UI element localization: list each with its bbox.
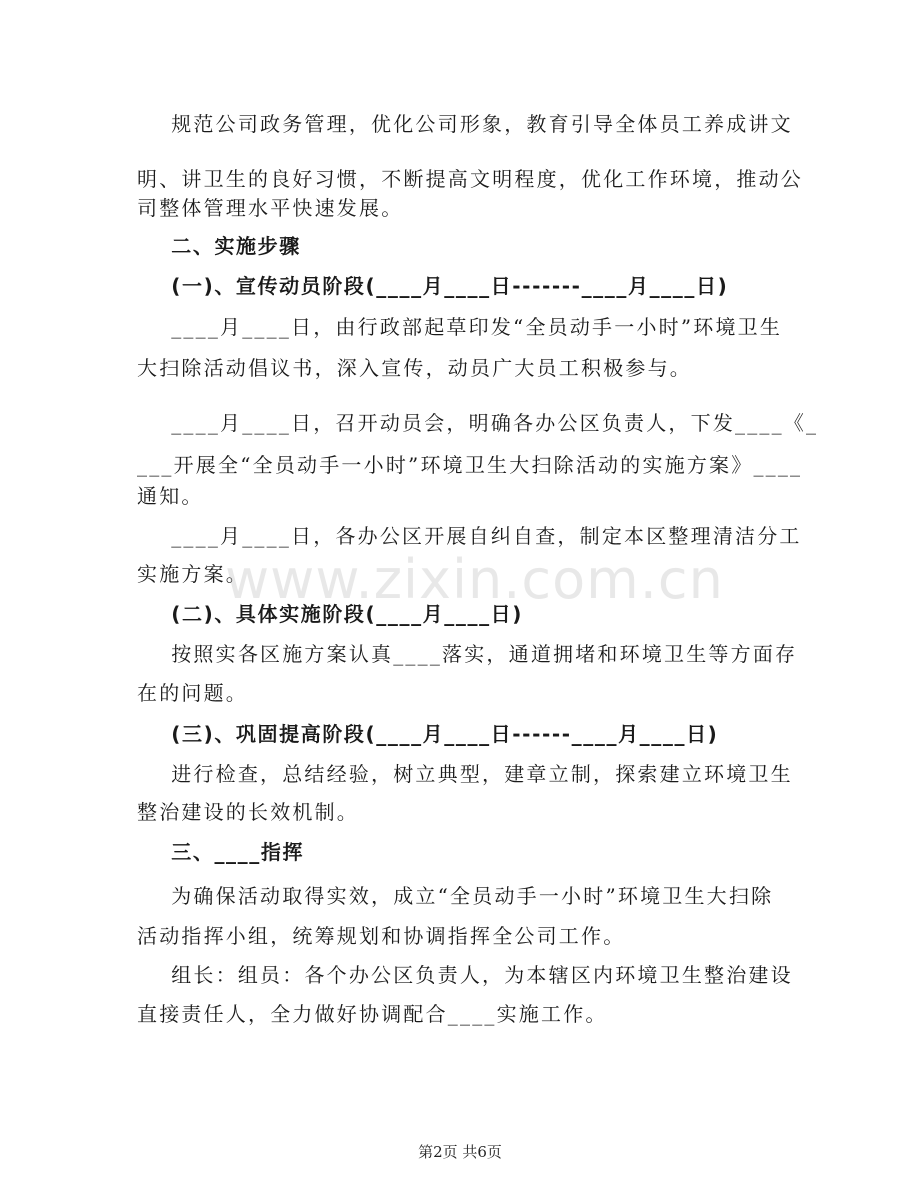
paragraph-line: 规范公司政务管理，优化公司形象，教育引导全体员工养成讲文 — [137, 112, 793, 136]
paragraph-line: ___开展全“全员动手一小时”环境卫生大扫除活动的实施方案》____ — [137, 453, 803, 477]
page-footer: 第2页 共6页 — [418, 1143, 502, 1161]
paragraph-line: 在的问题。 — [137, 681, 248, 705]
section-heading: 二、实施步骤 — [137, 234, 301, 258]
paragraph-line: 活动指挥小组，统筹规划和协调指挥全公司工作。 — [137, 924, 626, 948]
paragraph-line: 通知。 — [137, 484, 204, 508]
paragraph-line: 大扫除活动倡议书，深入宣传，动员广大员工积极参与。 — [137, 356, 692, 380]
section-heading: 三、____指挥 — [137, 840, 305, 864]
section-heading: (一)、宣传动员阶段(____月____日-------____月____日) — [137, 274, 729, 298]
paragraph-line: 为确保活动取得实效，成立“全员动手一小时”环境卫生大扫除 — [137, 884, 774, 908]
watermark: www.zixin.com.cn — [225, 548, 724, 611]
paragraph-line: 组长：组员：各个办公区负责人，为本辖区内环境卫生整治建设 — [137, 963, 793, 987]
section-heading: (三)、巩固提高阶段(____月____日------____月____日) — [137, 722, 719, 746]
paragraph-line: 司整体管理水平快速发展。 — [137, 196, 404, 220]
paragraph-line: 整治建设的长效机制。 — [137, 800, 359, 824]
paragraph-line: ____月____日，由行政部起草印发“全员动手一小时”环境卫生 — [137, 315, 783, 339]
paragraph-line: 实施方案。 — [137, 562, 248, 586]
paragraph-line: 直接责任人，全力做好协调配合____实施工作。 — [137, 1002, 608, 1026]
paragraph-line: ____月____日，召开动员会，明确各办公区负责人，下发____《_ — [137, 411, 819, 435]
paragraph-line: 按照实各区施方案认真____落实，通道拥堵和环境卫生等方面存 — [137, 642, 798, 666]
paragraph-line: 明、讲卫生的良好习惯，不断提高文明程度，优化工作环境，推动公 — [137, 167, 803, 191]
section-heading: (二)、具体实施阶段(____月____日) — [137, 602, 524, 626]
paragraph-line: ____月____日，各办公区开展自纠自查，制定本区整理清洁分工 — [137, 524, 802, 548]
paragraph-line: 进行检查，总结经验，树立典型，建章立制，探索建立环境卫生 — [137, 762, 793, 786]
